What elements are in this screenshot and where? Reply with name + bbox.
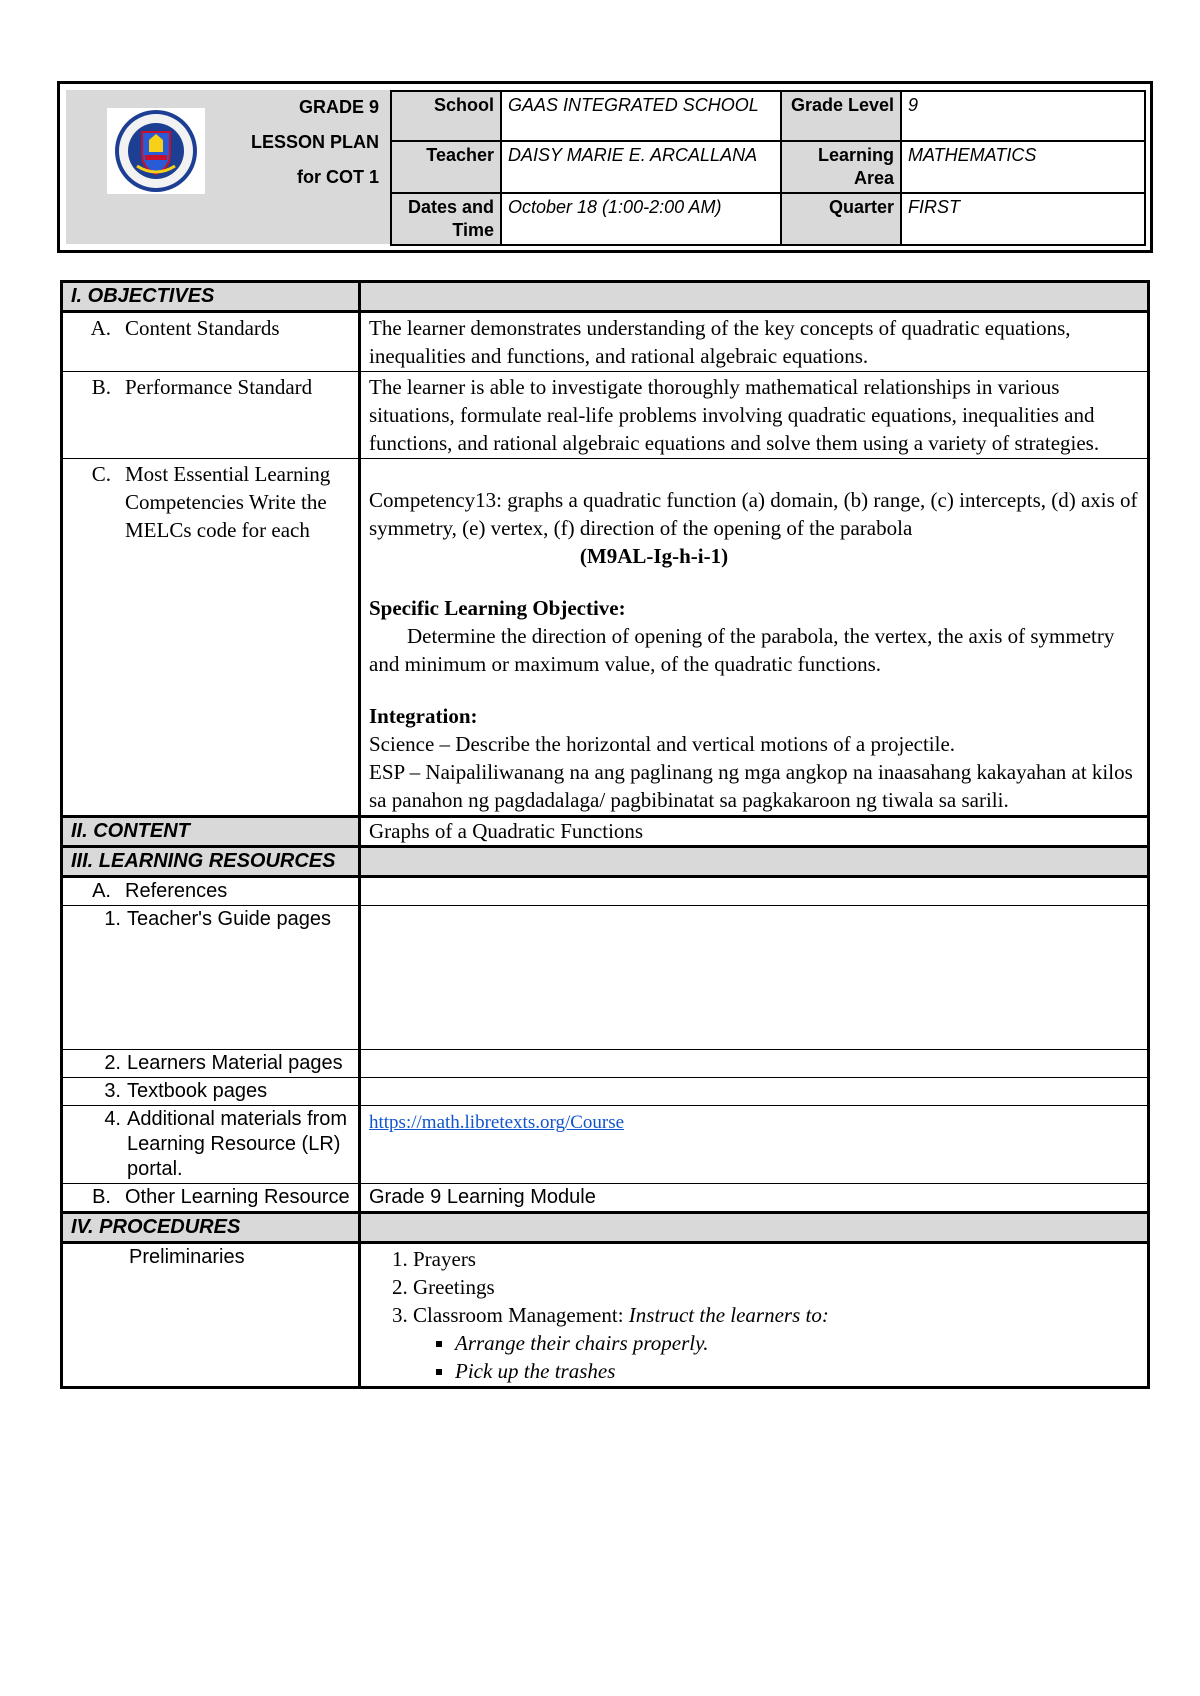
learners-material-row xyxy=(62,1050,1149,1078)
bullet-arrange-chairs: ▪ Arrange their chairs properly. xyxy=(455,1329,1139,1357)
teachers-guide-value xyxy=(360,906,1149,1050)
teachers-guide-row xyxy=(62,906,1149,1050)
melc-label: Most Essential Learning Competencies Write the MELCs code for each xyxy=(125,462,331,542)
resources-heading: III. LEARNING RESOURCES xyxy=(62,847,360,877)
preliminary-item-prayers: 1. Prayers xyxy=(413,1245,1139,1273)
integration-esp: ESP – Naipaliliwanang na ang paglinang ng mga angkop na inaasahang kakayahan at kilos sa panahon ng pagdadalaga/ pagbibinatat sa pagkakaroon ng tiwala sa sarili. xyxy=(369,760,1133,812)
objectives-heading-blank xyxy=(360,282,1149,312)
objectives-heading: I. OBJECTIVES xyxy=(62,282,360,312)
quarter-label: Quarter xyxy=(781,193,901,245)
teachers-guide-marker: 1. xyxy=(104,908,121,930)
dates-label: Dates and Time xyxy=(391,193,501,245)
preliminaries-row xyxy=(62,1243,1149,1388)
lesson-plan-table xyxy=(60,280,1150,1389)
teacher-label: Teacher xyxy=(391,141,501,193)
content-standards-label: Content Standards xyxy=(125,316,280,340)
teachers-guide-label-cell xyxy=(62,906,360,1050)
other-resource-marker: B. xyxy=(92,1186,111,1208)
melc-code: (M9AL-Ig-h-i-1) xyxy=(579,544,729,568)
melc-marker: C. xyxy=(91,462,111,486)
preliminary-item-greetings: 2. Greetings xyxy=(413,1273,1139,1301)
melc-label-cell xyxy=(62,459,360,817)
performance-standard-text: The learner is able to investigate thoroughly mathematical relationships in various situations, formulate real-life problems involving quadratic equations, inequalities and functions, and rational algebraic equations and solve them using a variety of strategies. xyxy=(360,372,1149,459)
references-row xyxy=(62,877,1149,906)
lesson-title-line-2: LESSON PLAN xyxy=(250,132,379,152)
classroom-management-bullets xyxy=(369,1329,1139,1385)
grade-level-label: Grade Level xyxy=(781,91,901,141)
performance-standard-marker: B. xyxy=(91,375,111,399)
content-standards-row xyxy=(62,312,1149,372)
teacher-value: DAISY MARIE E. ARCALLANA xyxy=(501,141,781,193)
preliminaries-content-cell xyxy=(360,1243,1149,1388)
content-value: Graphs of a Quadratic Functions xyxy=(360,817,1149,847)
integration-heading: Integration: xyxy=(369,704,478,728)
classroom-management-lead: Classroom Management: xyxy=(413,1303,629,1327)
resources-section-row xyxy=(62,847,1149,877)
learning-area-label: Learning Area xyxy=(781,141,901,193)
preliminaries-label: Preliminaries xyxy=(62,1243,360,1388)
performance-standard-label-cell xyxy=(62,372,360,459)
lesson-title-line-3: for COT 1 xyxy=(296,167,379,187)
teachers-guide-label: Teacher's Guide pages xyxy=(127,908,331,930)
integration-science: Science – Describe the horizontal and vertical motions of a projectile. xyxy=(369,732,956,756)
school-value: GAAS INTEGRATED SCHOOL xyxy=(501,91,781,141)
content-standards-label-cell xyxy=(62,312,360,372)
other-resource-label-cell xyxy=(62,1184,360,1213)
resources-heading-blank xyxy=(360,847,1149,877)
textbook-value xyxy=(360,1078,1149,1106)
additional-materials-label-cell xyxy=(62,1106,360,1184)
learners-material-label: Learners Material pages xyxy=(127,1052,343,1074)
content-heading: II. CONTENT xyxy=(62,817,360,847)
learners-material-label-cell xyxy=(62,1050,360,1078)
melc-content-cell xyxy=(360,459,1149,817)
grade-level-value: 9 xyxy=(901,91,1145,141)
lesson-header-inner xyxy=(66,90,1144,244)
textbook-marker: 3. xyxy=(104,1080,121,1102)
dates-value: October 18 (1:00-2:00 AM) xyxy=(501,193,781,245)
lesson-title-line-1: GRADE 9 xyxy=(298,97,379,117)
performance-standard-label: Performance Standard xyxy=(125,375,313,399)
learning-area-value: MATHEMATICS xyxy=(901,141,1145,193)
preliminary-item-classroom-management xyxy=(413,1301,1139,1329)
additional-materials-marker: 4. xyxy=(104,1108,121,1130)
content-standards-marker: A. xyxy=(90,316,111,340)
specific-objective-text: Determine the direction of opening of the parabola, the vertex, the axis of symmetry and minimum or maximum value, of the quadratic functions. xyxy=(369,624,1115,676)
specific-objective-heading: Specific Learning Objective: xyxy=(369,596,626,620)
procedures-section-row xyxy=(62,1213,1149,1243)
procedures-heading: IV. PROCEDURES xyxy=(62,1213,360,1243)
references-marker: A. xyxy=(92,880,111,902)
other-resource-label: Other Learning Resource xyxy=(125,1186,350,1208)
libretexts-link[interactable]: https://math.libretexts.org/Course xyxy=(369,1112,625,1133)
preliminaries-list xyxy=(369,1245,1139,1329)
other-resource-row xyxy=(62,1184,1149,1213)
melc-row xyxy=(62,459,1149,817)
procedures-heading-blank xyxy=(360,1213,1149,1243)
other-resource-value: Grade 9 Learning Module xyxy=(360,1184,1149,1213)
additional-materials-value-cell xyxy=(360,1106,1149,1184)
learners-material-value xyxy=(360,1050,1149,1078)
additional-materials-label: Additional materials from Learning Resource (LR) portal. xyxy=(127,1108,348,1180)
textbook-row xyxy=(62,1078,1149,1106)
learners-material-marker: 2. xyxy=(104,1052,121,1074)
content-section-row xyxy=(62,817,1149,847)
content-standards-text: The learner demonstrates understanding of the key concepts of quadratic equations, inequalities and functions, and rational algebraic equations. xyxy=(360,312,1149,372)
additional-materials-row xyxy=(62,1106,1149,1184)
references-label: References xyxy=(125,880,228,902)
classroom-management-instruction: Instruct the learners to: xyxy=(628,1303,829,1327)
performance-standard-row xyxy=(62,372,1149,459)
textbook-label: Textbook pages xyxy=(127,1080,268,1102)
deped-seal-logo xyxy=(107,108,205,194)
bullet-pick-up-trash: ▪ Pick up the trashes xyxy=(455,1357,1139,1385)
textbook-label-cell xyxy=(62,1078,360,1106)
header-info-grid xyxy=(390,90,1146,246)
lesson-header xyxy=(57,81,1153,253)
objectives-section-row xyxy=(62,282,1149,312)
references-value xyxy=(360,877,1149,906)
quarter-value: FIRST xyxy=(901,193,1145,245)
competency-text: Competency13: graphs a quadratic function (a) domain, (b) range, (c) intercepts, (d) axis of symmetry, (e) vertex, (f) direction of the opening of the parabola xyxy=(369,488,1138,540)
school-label: School xyxy=(391,91,501,141)
references-label-cell xyxy=(62,877,360,906)
